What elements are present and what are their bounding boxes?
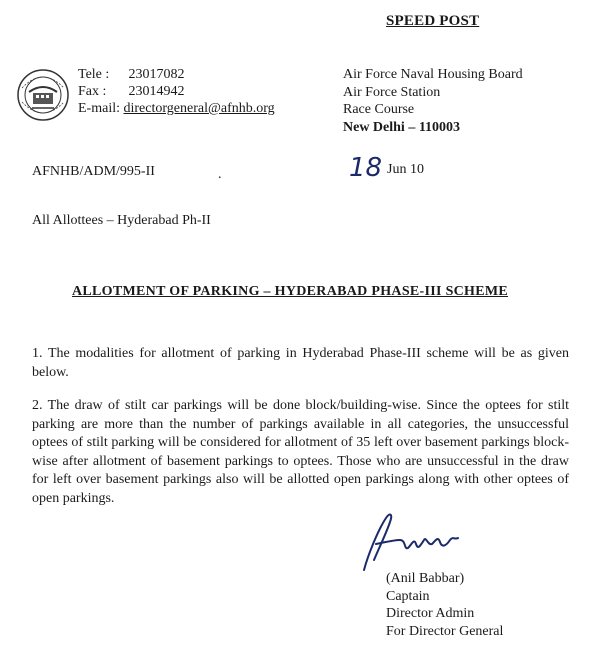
sender-address [343, 66, 523, 136]
email-link[interactable]: directorgeneral@afnhb.org [123, 101, 275, 116]
fax-row [78, 83, 275, 100]
address-line-3: Race Course [343, 102, 415, 117]
paragraph-1: 1. The modalities for allotment of parking in Hyderabad Phase-III scheme will be as given below. [32, 346, 569, 380]
handwritten-date: 18 [349, 153, 383, 183]
reference-number: AFNHB/ADM/995-II [32, 164, 155, 179]
tele-row [78, 66, 275, 83]
speed-post-label: SPEED POST [386, 13, 480, 29]
signatory-name: (Anil Babbar) [386, 571, 465, 586]
signatory-title: Director Admin [386, 606, 475, 621]
address-line-2: Air Force Station [343, 84, 441, 100]
stray-dot: . [218, 167, 222, 182]
handwritten-signature [356, 500, 466, 580]
fax-label: Fax : [78, 84, 107, 99]
paragraph-2: 2. The draw of stilt car parkings will be done block/building-wise. Since the optees for stilt parking are more than the number of parkings available in all categories, the unsuccessful optees of stilt parking will be considered for allotment of 35 left over basement parkings block-wise after allotment of basement parkings to optees. Those who are unsuccessful in the draw for left over basement parkings also will be allotted open parkings along with other optees of open parkings. [32, 398, 569, 506]
tele-label: Tele : [78, 67, 110, 82]
address-line-1: Air Force Naval Housing Board [343, 67, 523, 82]
signatory-rank: Captain [386, 588, 430, 604]
tele-number: 23017082 [128, 67, 185, 82]
fax-number: 23014942 [128, 84, 185, 99]
email-row [78, 100, 275, 117]
subject-heading: ALLOTMENT OF PARKING – HYDERABAD PHASE-III SCHEME [72, 284, 509, 299]
signoff-block [386, 570, 503, 640]
email-label: E-mail: [78, 101, 120, 116]
addressee: All Allottees – Hyderabad Ph-II [32, 213, 211, 228]
printed-date: Jun 10 [387, 162, 424, 177]
address-city: New Delhi – 110003 [343, 119, 461, 135]
afnhb-emblem-logo [16, 68, 70, 122]
contact-block [78, 66, 275, 117]
signatory-for-line: For Director General [386, 623, 504, 639]
